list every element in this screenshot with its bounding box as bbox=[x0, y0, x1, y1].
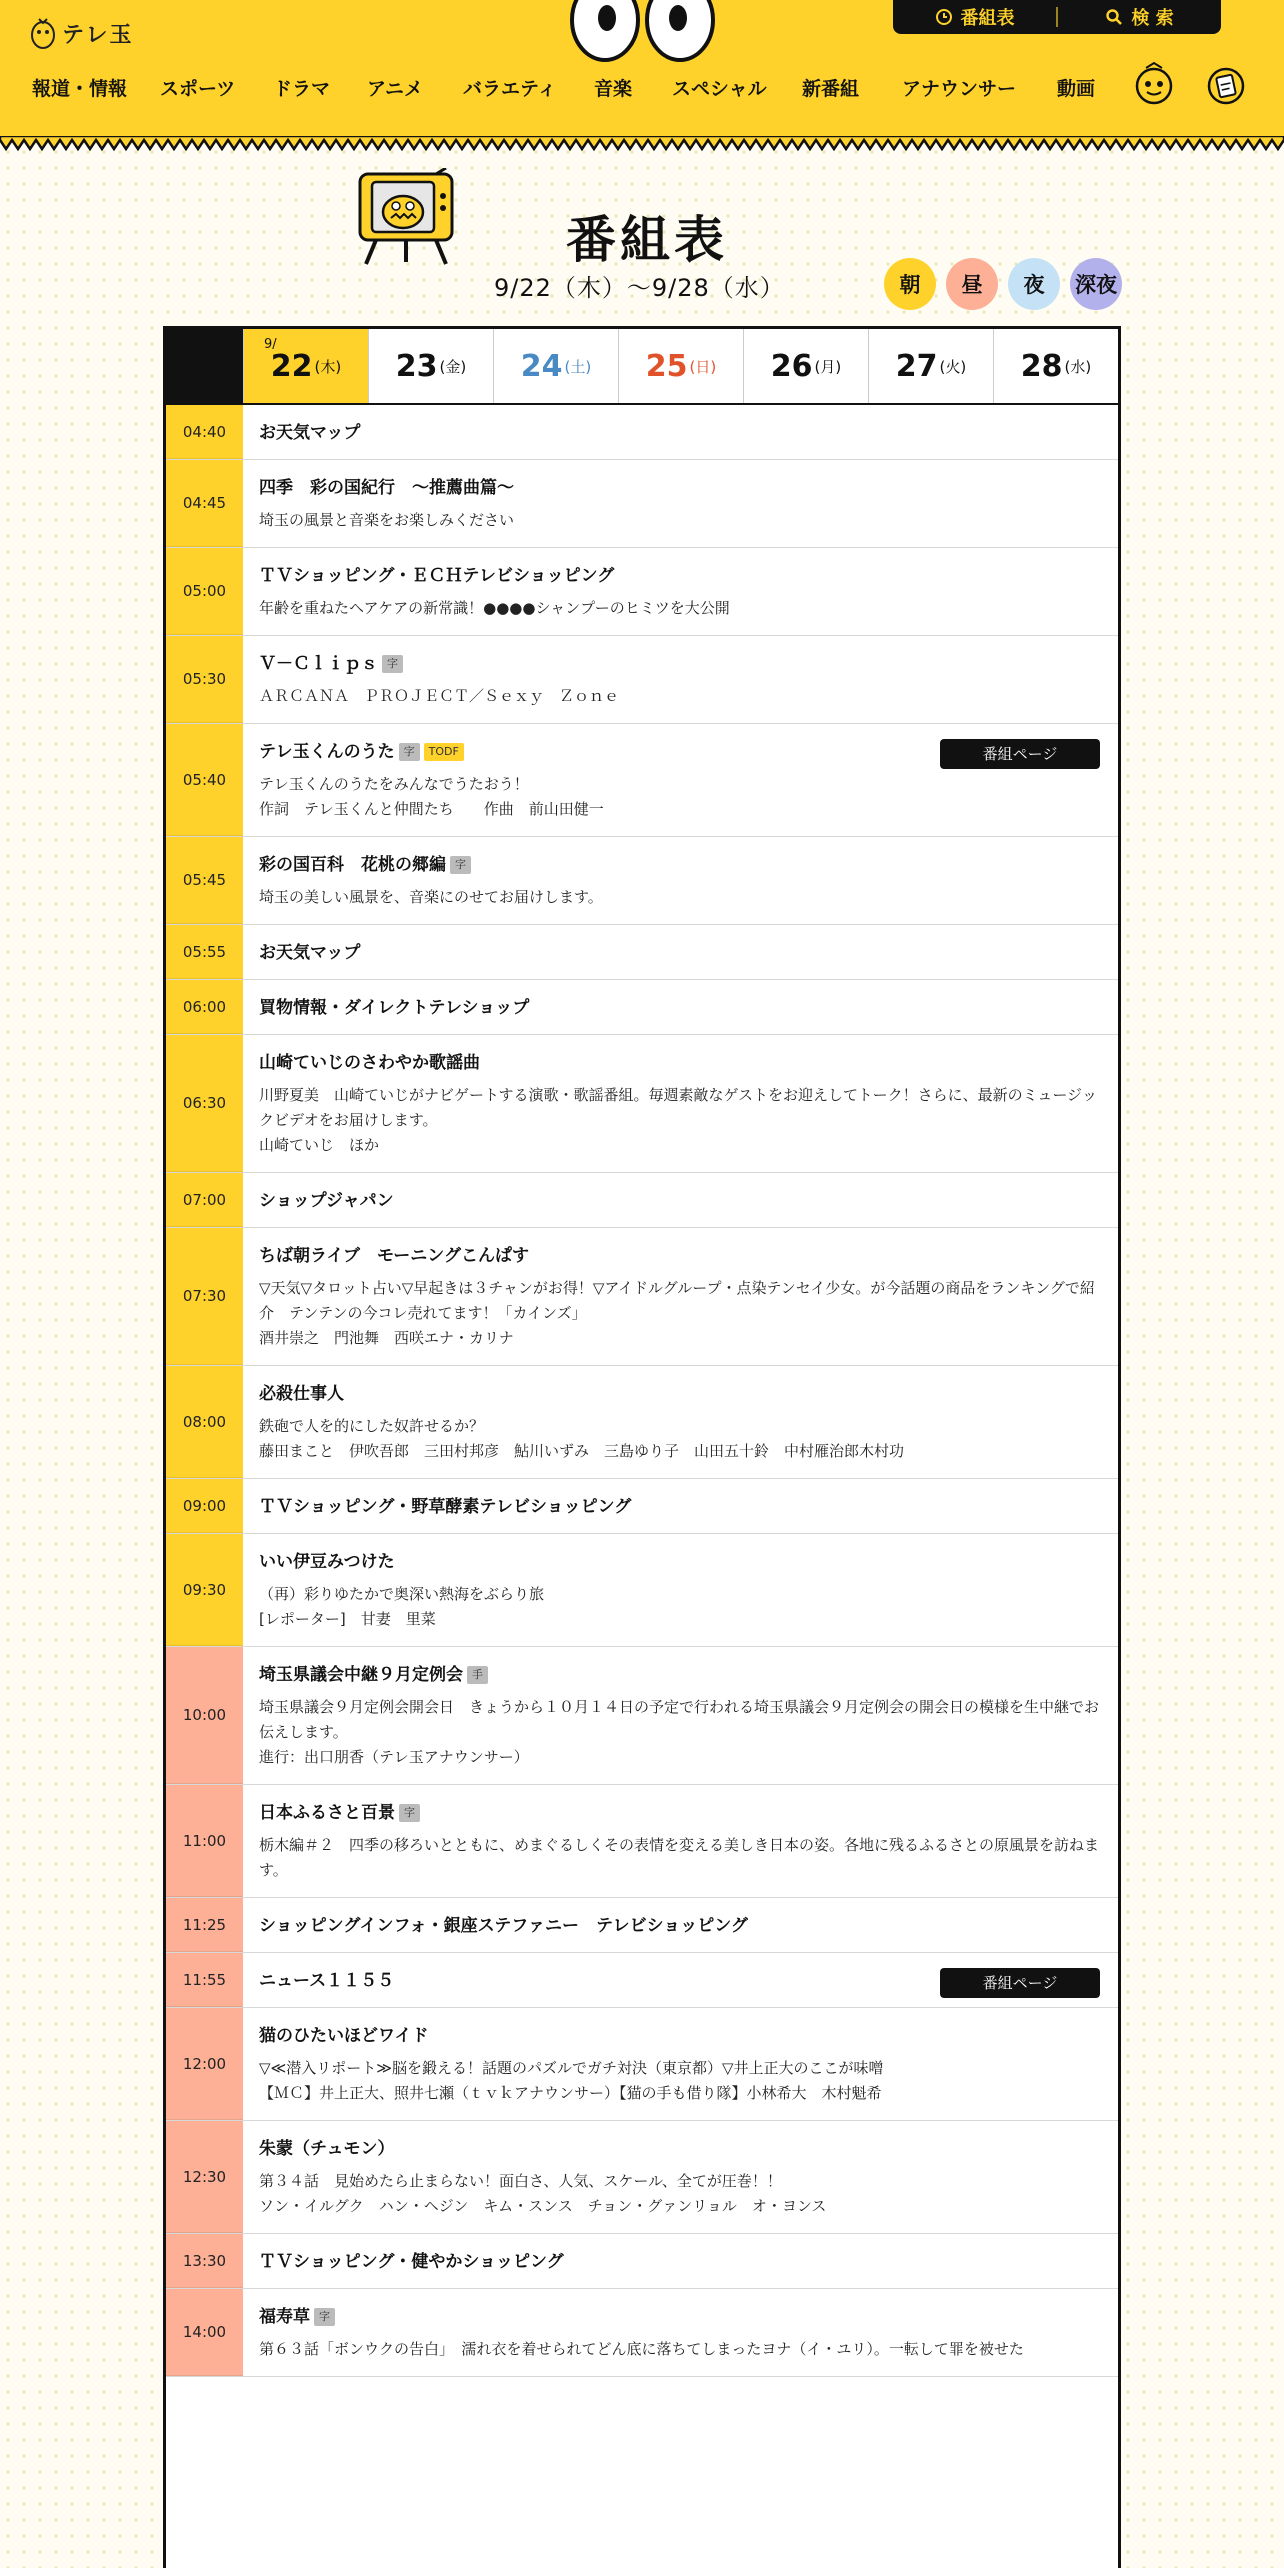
program-title[interactable]: 買物情報・ダイレクトテレショップ bbox=[259, 998, 530, 1018]
program-row[interactable] bbox=[166, 460, 1118, 548]
day-tab[interactable] bbox=[243, 329, 368, 403]
clock-icon bbox=[935, 8, 953, 26]
program-info bbox=[243, 1173, 1118, 1227]
program-row[interactable] bbox=[166, 1898, 1118, 1953]
program-row[interactable] bbox=[166, 837, 1118, 925]
filter-night[interactable]: 夜 bbox=[1008, 258, 1060, 310]
site-logo[interactable] bbox=[30, 16, 134, 50]
program-title-line bbox=[259, 1495, 1100, 1519]
program-title-line bbox=[259, 1801, 1100, 1825]
description-line: 【ＭＣ】井上正大、照井七瀬（ｔｖｋアナウンサー）【猫の手も借り隊】小林希大 木村魁希 bbox=[259, 2084, 882, 2102]
day-number: 27 bbox=[895, 348, 938, 384]
nav-item-news[interactable]: 報道・情報 bbox=[32, 78, 128, 100]
program-description bbox=[259, 885, 1100, 910]
program-info bbox=[243, 2289, 1118, 2376]
program-description bbox=[259, 1695, 1100, 1770]
program-info bbox=[243, 1647, 1118, 1784]
day-tab[interactable] bbox=[743, 329, 868, 403]
caption-badge: 字 bbox=[450, 856, 471, 874]
program-info bbox=[243, 636, 1118, 723]
program-info bbox=[243, 2121, 1118, 2233]
description-line: [レポーター] 甘妻 里菜 bbox=[259, 1610, 436, 1628]
program-description bbox=[259, 684, 1100, 709]
program-title[interactable]: 山崎ていじのさわやか歌謡曲 bbox=[259, 1053, 480, 1073]
nav-item-new-programs[interactable]: 新番組 bbox=[802, 78, 860, 100]
caption-badge: 字 bbox=[314, 2308, 335, 2326]
program-title-line bbox=[259, 996, 1100, 1020]
mascot-eyes-icon bbox=[570, 0, 715, 62]
description-line: 鉄砲で人を的にした奴許せるか？ bbox=[259, 1417, 485, 1435]
description-line: （再）彩りゆたかで奥深い熱海をぶらり旅 bbox=[259, 1585, 545, 1603]
day-of-week: (木) bbox=[314, 357, 342, 376]
program-title-line bbox=[259, 1550, 1100, 1574]
program-title[interactable]: 朱蒙（チュモン） bbox=[259, 2139, 395, 2159]
program-info bbox=[243, 1953, 1118, 2007]
program-title-line bbox=[259, 853, 1100, 877]
program-title-line bbox=[259, 2250, 1100, 2274]
program-title-line bbox=[259, 1051, 1100, 1075]
program-row[interactable] bbox=[166, 548, 1118, 636]
program-row[interactable] bbox=[166, 1479, 1118, 1534]
program-info bbox=[243, 980, 1118, 1034]
description-line: 埼玉の風景と音楽をお楽しみください bbox=[259, 511, 515, 529]
description-line: ▽≪潜入リポート≫脳を鍛える！話題のパズルでガチ対決（東京都）▽井上正大のここが味噌 bbox=[259, 2059, 884, 2077]
program-time: 06:00 bbox=[166, 980, 243, 1034]
time-of-day-filters bbox=[884, 258, 1122, 310]
day-number: 22 bbox=[270, 348, 313, 384]
program-title-line bbox=[259, 2024, 1100, 2048]
description-line: ＡＲＣＡＮＡ ＰＲＯＪＥＣＴ／Ｓｅｘｙ Ｚｏｎｅ bbox=[259, 687, 620, 705]
program-row[interactable] bbox=[166, 1785, 1118, 1898]
filter-morning[interactable]: 朝 bbox=[884, 258, 936, 310]
program-time: 05:40 bbox=[166, 724, 243, 836]
program-time: 11:00 bbox=[166, 1785, 243, 1897]
day-of-week: (土) bbox=[564, 357, 592, 376]
nav-item-music[interactable]: 音楽 bbox=[594, 78, 633, 100]
program-time: 05:55 bbox=[166, 925, 243, 979]
program-row[interactable] bbox=[166, 1228, 1118, 1366]
program-row[interactable] bbox=[166, 1647, 1118, 1785]
schedule-table bbox=[163, 326, 1121, 2568]
filter-late-night[interactable]: 深夜 bbox=[1070, 258, 1122, 310]
caption-badge: 字 bbox=[399, 1804, 420, 1822]
program-row[interactable] bbox=[166, 925, 1118, 980]
day-tab[interactable] bbox=[368, 329, 493, 403]
program-description bbox=[259, 596, 1100, 621]
program-title-line bbox=[259, 1914, 1100, 1938]
schedule-link[interactable] bbox=[893, 4, 1056, 30]
day-of-week: (金) bbox=[439, 357, 467, 376]
day-header-corner bbox=[166, 329, 243, 403]
program-title[interactable]: 日本ふるさと百景 bbox=[259, 1803, 395, 1823]
program-title[interactable]: ＴＶショッピング・ＥＣＨテレビショッピング bbox=[259, 566, 615, 586]
program-row[interactable] bbox=[166, 1366, 1118, 1479]
program-info bbox=[243, 837, 1118, 924]
description-line: 山崎ていじ ほか bbox=[259, 1136, 380, 1154]
program-time: 11:55 bbox=[166, 1953, 243, 2007]
day-tabs bbox=[166, 329, 1118, 405]
program-row[interactable] bbox=[166, 2289, 1118, 2377]
nav-item-anime[interactable]: アニメ bbox=[367, 78, 424, 100]
program-row[interactable] bbox=[166, 2234, 1118, 2289]
program-description bbox=[259, 2337, 1100, 2362]
search-icon bbox=[1105, 8, 1123, 26]
divider bbox=[1056, 7, 1058, 27]
program-row[interactable] bbox=[166, 1035, 1118, 1173]
description-line: 酒井崇之 門池舞 西咲エナ・カリナ bbox=[259, 1329, 514, 1347]
program-time: 07:30 bbox=[166, 1228, 243, 1365]
program-description bbox=[259, 1083, 1100, 1158]
program-description bbox=[259, 1414, 1100, 1464]
description-line: 藤田まこと 伊吹吾郎 三田村邦彦 鮎川いずみ 三島ゆり子 山田五十鈴 中村雁治郎木村功 bbox=[259, 1442, 905, 1460]
program-title[interactable]: ショップジャパン bbox=[259, 1191, 394, 1211]
day-of-week: (水) bbox=[1064, 357, 1092, 376]
program-title[interactable]: ちば朝ライブ モーニングこんぱす bbox=[259, 1246, 529, 1266]
program-title-line bbox=[259, 1663, 1100, 1687]
day-tab[interactable] bbox=[993, 329, 1118, 403]
day-tab[interactable] bbox=[493, 329, 618, 403]
program-description bbox=[259, 1833, 1100, 1883]
program-row[interactable] bbox=[166, 405, 1118, 460]
caption-badge: 字 bbox=[399, 743, 420, 761]
program-info bbox=[243, 1035, 1118, 1172]
description-line: 埼玉の美しい風景を、音楽にのせてお届けします。 bbox=[259, 888, 603, 906]
program-info bbox=[243, 1479, 1118, 1533]
nav-item-sports[interactable]: スポーツ bbox=[160, 78, 236, 100]
filter-daytime[interactable]: 昼 bbox=[946, 258, 998, 310]
program-title[interactable]: ＴＶショッピング・健やかショッピング bbox=[259, 2252, 564, 2272]
description-line: 川野夏美 山崎ていじがナビゲートする演歌・歌謡番組。毎週素敵なゲストをお迎えしてトーク！さらに、最新のミュージックビデオをお届けします。 bbox=[259, 1086, 1098, 1129]
description-line: テレ玉くんのうたをみんなでうたおう！ bbox=[259, 775, 529, 793]
program-title-line bbox=[259, 1244, 1100, 1268]
description-line: 埼玉県議会９月定例会開会日 きょうから１０月１４日の予定で行われる埼玉県議会９月定例会の開会日の模様を生中継でお伝えします。 bbox=[259, 1698, 1100, 1741]
program-page-button[interactable]: 番組ページ bbox=[940, 739, 1100, 769]
search-button-label: 検 索 bbox=[1131, 8, 1174, 29]
day-of-week: (日) bbox=[689, 357, 717, 376]
program-time: 12:30 bbox=[166, 2121, 243, 2233]
program-time: 04:45 bbox=[166, 460, 243, 547]
program-title-line bbox=[259, 1189, 1100, 1213]
program-title-line bbox=[259, 941, 1100, 965]
description-line: 作詞 テレ玉くんと仲間たち 作曲 前山田健一 bbox=[259, 800, 604, 818]
program-time: 13:30 bbox=[166, 2234, 243, 2288]
program-info bbox=[243, 1534, 1118, 1646]
program-row[interactable] bbox=[166, 980, 1118, 1035]
day-month: 9/ bbox=[264, 337, 277, 352]
program-row[interactable] bbox=[166, 1173, 1118, 1228]
program-info bbox=[243, 2008, 1118, 2120]
header-zigzag-edge bbox=[0, 136, 1284, 152]
description-line: 第３４話 見始めたら止まらない！面白さ、人気、スケール、全てが圧巻！！ bbox=[259, 2172, 782, 2190]
day-number: 24 bbox=[520, 348, 563, 384]
program-time: 05:30 bbox=[166, 636, 243, 723]
program-info bbox=[243, 724, 1118, 836]
teletama-mascot-badge-icon[interactable] bbox=[1134, 60, 1174, 106]
program-info bbox=[243, 548, 1118, 635]
program-title[interactable]: テレ玉くんのうた bbox=[259, 742, 395, 762]
day-tab[interactable] bbox=[868, 329, 993, 403]
main-nav bbox=[0, 72, 1284, 106]
day-of-week: (月) bbox=[814, 357, 842, 376]
program-row[interactable] bbox=[166, 1953, 1118, 2008]
todf-badge: TODF bbox=[424, 743, 464, 761]
description-line: 栃木編＃２ 四季の移ろいとともに、めまぐるしくその表情を変える美しき日本の姿。各地に残るふるさとの原風景を訪ねます。 bbox=[259, 1836, 1100, 1879]
program-description bbox=[259, 2169, 1100, 2219]
program-title-line bbox=[259, 652, 1100, 676]
program-page-button[interactable]: 番組ページ bbox=[940, 1968, 1100, 1998]
schedule-link-label: 番組表 bbox=[960, 8, 1015, 29]
program-title[interactable]: 埼玉県議会中継９月定例会 bbox=[259, 1665, 463, 1685]
program-description bbox=[259, 772, 1100, 822]
program-title[interactable]: 猫のひたいほどワイド bbox=[259, 2026, 429, 2046]
program-title-line bbox=[259, 476, 1100, 500]
program-time: 05:00 bbox=[166, 548, 243, 635]
description-line: 第６３話「ボンウクの告白」 濡れ衣を着せられてどん底に落ちてしまったヨナ（イ・ユリ）。一転して罪を被せた bbox=[259, 2340, 1024, 2358]
program-title[interactable]: 必殺仕事人 bbox=[259, 1384, 344, 1404]
program-time: 14:00 bbox=[166, 2289, 243, 2376]
description-line: ソン・イルグク ハン・ヘジン キム・スンス チョン・グァンリョル オ・ヨンス bbox=[259, 2197, 827, 2215]
program-row[interactable] bbox=[166, 2008, 1118, 2121]
program-time: 06:30 bbox=[166, 1035, 243, 1172]
program-time: 09:30 bbox=[166, 1534, 243, 1646]
program-description bbox=[259, 1582, 1100, 1632]
day-number: 25 bbox=[645, 348, 688, 384]
description-line: ▽天気▽タロット占い▽早起きは３チャンがお得！▽アイドルグループ・点染テンセイ少女。が今話題の商品をランキングで紹介 テンテンの今コレ売れてます！「カインズ」 bbox=[259, 1279, 1095, 1322]
program-time: 12:00 bbox=[166, 2008, 243, 2120]
nav-item-drama[interactable]: ドラマ bbox=[273, 78, 331, 100]
program-description bbox=[259, 2056, 1100, 2106]
program-time: 09:00 bbox=[166, 1479, 243, 1533]
description-line: 年齢を重ねたヘアケアの新常識！●●●●シャンプーのヒミツを大公開 bbox=[259, 599, 730, 617]
program-title[interactable]: お天気マップ bbox=[259, 943, 361, 963]
program-title[interactable]: 彩の国百科 花桃の郷編 bbox=[259, 855, 446, 875]
program-title[interactable]: 福寿草 bbox=[259, 2307, 310, 2327]
program-row[interactable] bbox=[166, 636, 1118, 724]
program-list bbox=[166, 405, 1118, 2377]
program-row[interactable] bbox=[166, 1534, 1118, 1647]
program-row[interactable] bbox=[166, 724, 1118, 837]
program-title-line bbox=[259, 564, 1100, 588]
nav-item-variety[interactable]: バラエティ bbox=[463, 78, 557, 100]
teletama-mascot-icon bbox=[30, 16, 56, 50]
header-utility-bar bbox=[893, 0, 1221, 34]
program-description bbox=[259, 1276, 1100, 1351]
program-info bbox=[243, 2234, 1118, 2288]
program-time: 11:25 bbox=[166, 1898, 243, 1952]
program-info bbox=[243, 1228, 1118, 1365]
program-info bbox=[243, 405, 1118, 459]
day-tab[interactable] bbox=[618, 329, 743, 403]
program-time: 07:00 bbox=[166, 1173, 243, 1227]
nav-item-special[interactable]: スペシャル bbox=[672, 78, 767, 100]
teletama-pass-badge-icon[interactable] bbox=[1206, 60, 1246, 106]
program-title-line bbox=[259, 2137, 1100, 2161]
program-info bbox=[243, 460, 1118, 547]
nav-item-announcers[interactable]: アナウンサー bbox=[902, 78, 1017, 100]
tv-mascot-icon bbox=[356, 168, 460, 268]
program-title[interactable]: 四季 彩の国紀行 ～推薦曲篇～ bbox=[259, 478, 514, 498]
program-time: 08:00 bbox=[166, 1366, 243, 1478]
day-number: 23 bbox=[395, 348, 438, 384]
site-header bbox=[0, 0, 1284, 140]
program-info bbox=[243, 1366, 1118, 1478]
program-time: 04:40 bbox=[166, 405, 243, 459]
day-of-week: (火) bbox=[939, 357, 967, 376]
program-title[interactable]: Ｖ－Ｃｌｉｐｓ bbox=[259, 654, 378, 674]
logo-text: テレ玉 bbox=[62, 22, 134, 48]
program-title[interactable]: お天気マップ bbox=[259, 423, 361, 443]
program-info bbox=[243, 1898, 1118, 1952]
program-title-line bbox=[259, 1382, 1100, 1406]
program-title[interactable]: ニュース１１５５ bbox=[259, 1971, 395, 1991]
program-info bbox=[243, 925, 1118, 979]
program-title[interactable]: ショッピングインフォ・銀座ステファニー テレビショッピング bbox=[259, 1916, 748, 1936]
search-button[interactable] bbox=[1058, 4, 1221, 30]
program-title[interactable]: いい伊豆みつけた bbox=[259, 1552, 395, 1572]
caption-badge: 字 bbox=[382, 655, 403, 673]
program-title-line bbox=[259, 2305, 1100, 2329]
day-number: 26 bbox=[770, 348, 813, 384]
page-title: 番組表 bbox=[566, 211, 728, 269]
program-row[interactable] bbox=[166, 2121, 1118, 2234]
day-number: 28 bbox=[1020, 348, 1063, 384]
date-range: 9/22（木）〜9/28（水） bbox=[494, 274, 785, 302]
program-title-line bbox=[259, 421, 1100, 445]
nav-item-videos[interactable]: 動画 bbox=[1057, 78, 1096, 100]
program-description bbox=[259, 508, 1100, 533]
caption-badge: 手 bbox=[467, 1666, 488, 1684]
program-info bbox=[243, 1785, 1118, 1897]
program-time: 05:45 bbox=[166, 837, 243, 924]
description-line: 進行：出口朋香（テレ玉アナウンサー） bbox=[259, 1748, 529, 1766]
program-time: 10:00 bbox=[166, 1647, 243, 1784]
program-title[interactable]: ＴＶショッピング・野草酵素テレビショッピング bbox=[259, 1497, 632, 1517]
